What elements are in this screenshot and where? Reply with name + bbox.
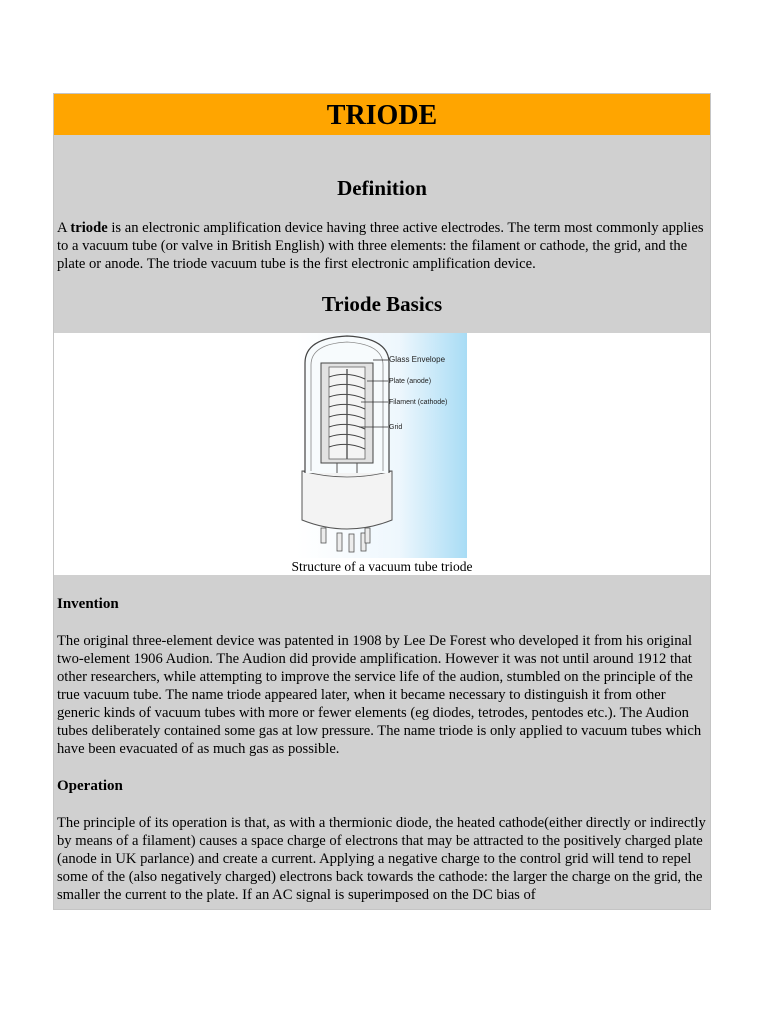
- triode-diagram-svg: [297, 333, 467, 558]
- tube-pin: [321, 528, 326, 543]
- invention-heading: Invention: [57, 596, 119, 612]
- definition-paragraph: [54, 219, 710, 273]
- document-page: [53, 93, 711, 910]
- triode-diagram: [297, 333, 467, 558]
- tube-pin: [337, 533, 342, 551]
- definition-text-before: A: [57, 220, 71, 236]
- definition-bold-term: triode: [70, 220, 108, 236]
- operation-heading: Operation: [57, 778, 123, 794]
- triode-basics-heading: Triode Basics: [321, 292, 443, 316]
- page-title: TRIODE: [326, 100, 438, 131]
- figure-section: [54, 333, 710, 575]
- label-glass-envelope: Glass Envelope: [389, 355, 446, 364]
- tube-pin: [365, 528, 370, 543]
- tube-base: [302, 471, 392, 529]
- operation-paragraph: The principle of its operation is that, as with a thermionic diode, the heated cathode(either directly or indirectly by means of a filament) causes a space charge of electrons that may be attracted to the positively charged plate (anode in UK parlance) and create a current. Applying a negative charge to the control grid will tend to repel some of the (also negatively charged) electrons back towards the cathode: the larger the charge on the grid, the smaller the current to the plate. If an AC signal is superimposed on the DC bias of: [57, 815, 706, 903]
- invention-paragraph: The original three-element device was patented in 1908 by Lee De Forest who developed it from his original two-element 1906 Audion. The Audion did provide amplification. However it was not until around 1912 that other researchers, while attempting to improve the service life of the audion, stumbled on the principle of the true vacuum tube. The name triode appeared later, when it became necessary to distinguish it from other generic kinds of vacuum tubes with more or fewer elements (eg diodes, tetrodes, pentodes etc.). The Audion tubes deliberately contained some gas at low pressure. The name triode is only applied to vacuum tubes which have been evacuated of as much gas as possible.: [57, 633, 702, 757]
- definition-heading: Definition: [337, 176, 427, 200]
- label-filament-cathode: Filament (cathode): [389, 399, 448, 406]
- definition-text-after: is an electronic amplification device having three active electrodes. The term most commonly applies to a vacuum tube (or valve in British English) with three elements: the filament or cathode, the grid, and the plate or anode. The triode vacuum tube is the first electronic amplification device.: [57, 220, 704, 272]
- label-plate-anode: Plate (anode): [389, 378, 432, 385]
- tube-pin: [349, 534, 354, 552]
- label-grid: Grid: [389, 424, 403, 431]
- figure-caption: Structure of a vacuum tube triode: [291, 559, 473, 574]
- title-bar: [54, 94, 710, 135]
